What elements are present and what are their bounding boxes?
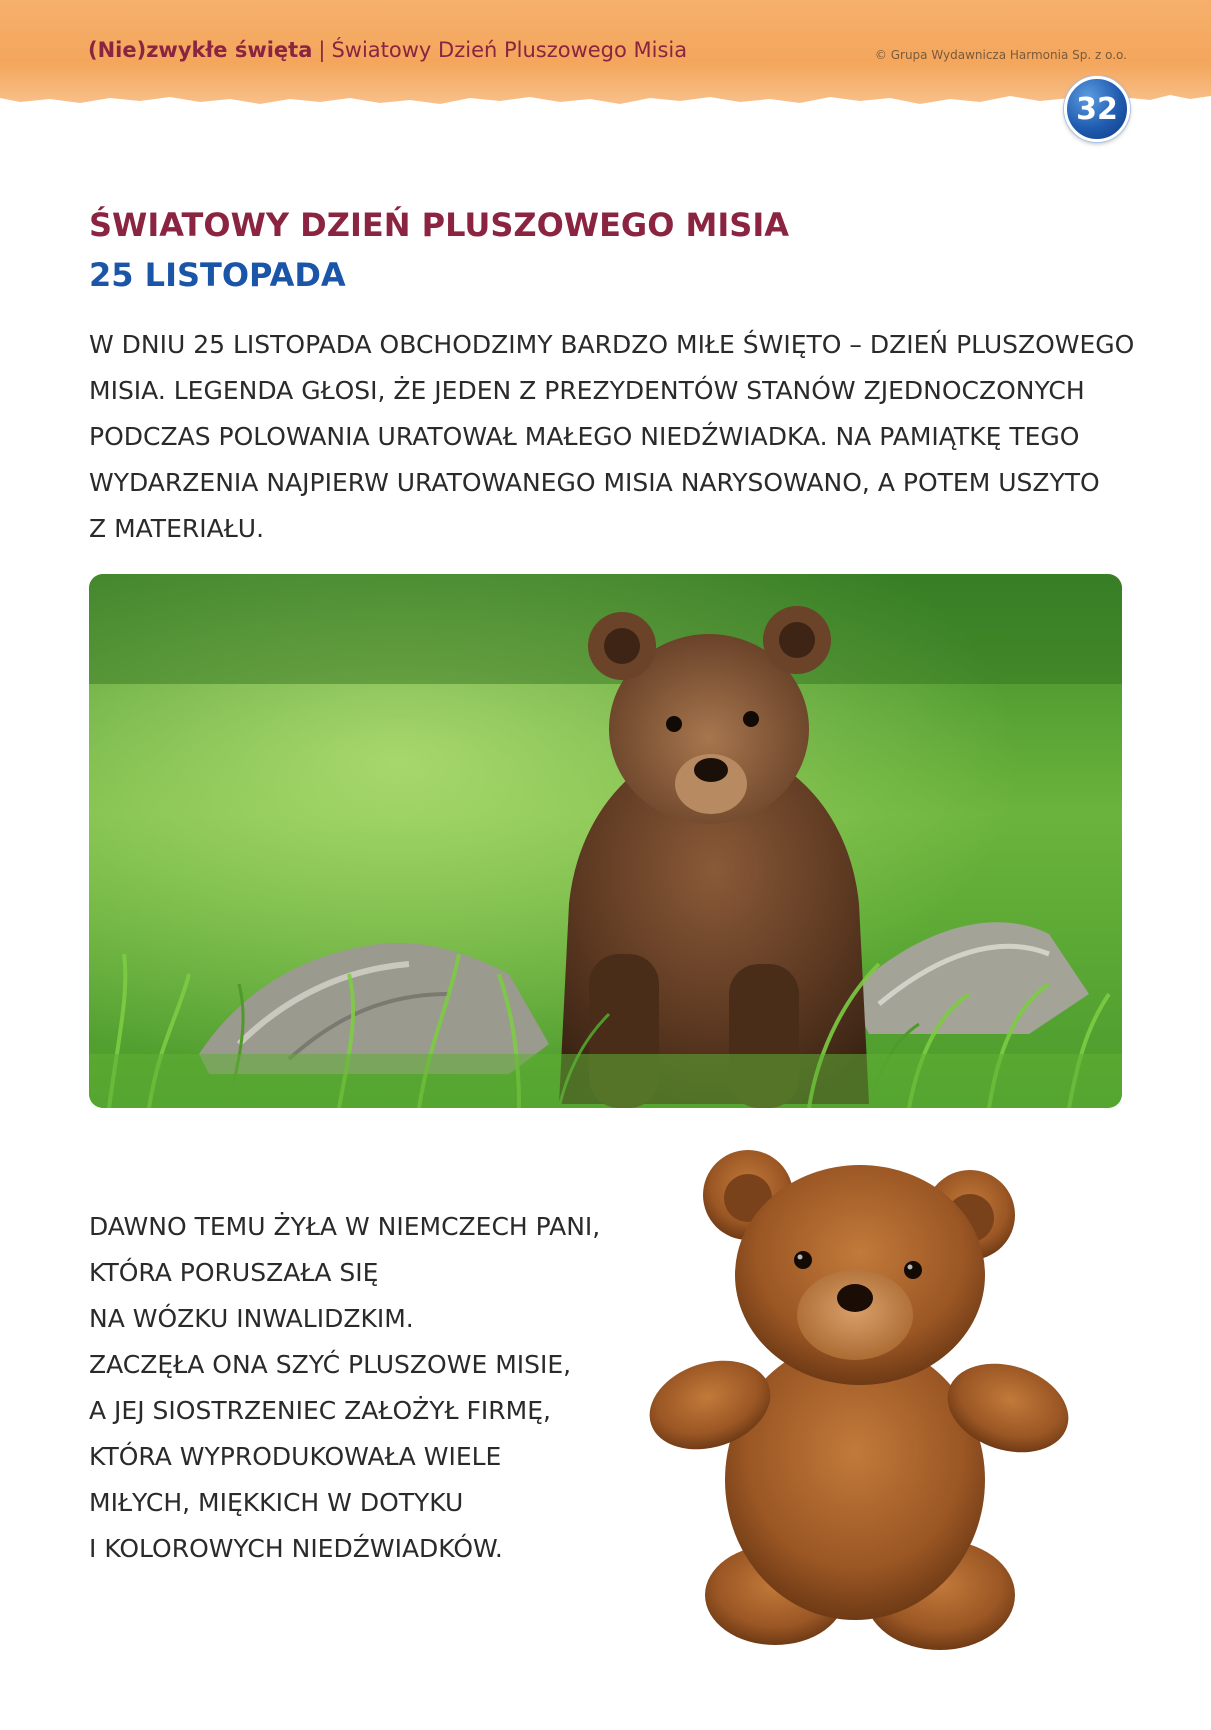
story-line: A JEJ SIOSTRZENIEC ZAŁOŻYŁ FIRMĘ, <box>89 1396 551 1425</box>
header-title <box>88 38 687 62</box>
story-line: ZACZĘŁA ONA SZYĆ PLUSZOWE MISIE, <box>89 1350 572 1379</box>
intro-line: Z MATERIAŁU. <box>89 514 265 543</box>
header-separator: | <box>318 38 326 62</box>
intro-paragraph <box>89 322 1135 552</box>
story-paragraph <box>89 1204 709 1572</box>
intro-line: PODCZAS POLOWANIA URATOWAŁ MAŁEGO NIEDŹWIADKA. NA PAMIĄTKĘ TEGO <box>89 422 1080 451</box>
story-line: KTÓRA WYPRODUKOWAŁA WIELE <box>89 1442 502 1471</box>
story-line: I KOLOROWYCH NIEDŹWIADKÓW. <box>89 1534 503 1563</box>
page-title: ŚWIATOWY DZIEŃ PLUSZOWEGO MISIA <box>89 206 789 244</box>
teddy-bear-image <box>640 1140 1080 1660</box>
page-number-badge: 32 <box>1064 76 1130 142</box>
story-line: DAWNO TEMU ŻYŁA W NIEMCZECH PANI, <box>89 1212 601 1241</box>
intro-line: WYDARZENIA NAJPIERW URATOWANEGO MISIA NARYSOWANO, A POTEM USZYTO <box>89 468 1100 497</box>
story-line: MIŁYCH, MIĘKKICH W DOTYKU <box>89 1488 464 1517</box>
intro-line: MISIA. LEGENDA GŁOSI, ŻE JEDEN Z PREZYDENTÓW STANÓW ZJEDNOCZONYCH <box>89 376 1085 405</box>
intro-line: W DNIU 25 LISTOPADA OBCHODZIMY BARDZO MIŁE ŚWIĘTO – DZIEŃ PLUSZOWEGO <box>89 330 1135 359</box>
copyright-notice: © Grupa Wydawnicza Harmonia Sp. z o.o. <box>874 48 1127 62</box>
story-line: NA WÓZKU INWALIDZKIM. <box>89 1304 414 1333</box>
story-line: KTÓRA PORUSZAŁA SIĘ <box>89 1258 379 1287</box>
series-name: (Nie)zwykłe święta <box>88 38 313 62</box>
page-date: 25 LISTOPADA <box>89 256 346 294</box>
bear-cub-photo <box>89 574 1122 1108</box>
header-subtitle: Światowy Dzień Pluszowego Misia <box>331 38 688 62</box>
